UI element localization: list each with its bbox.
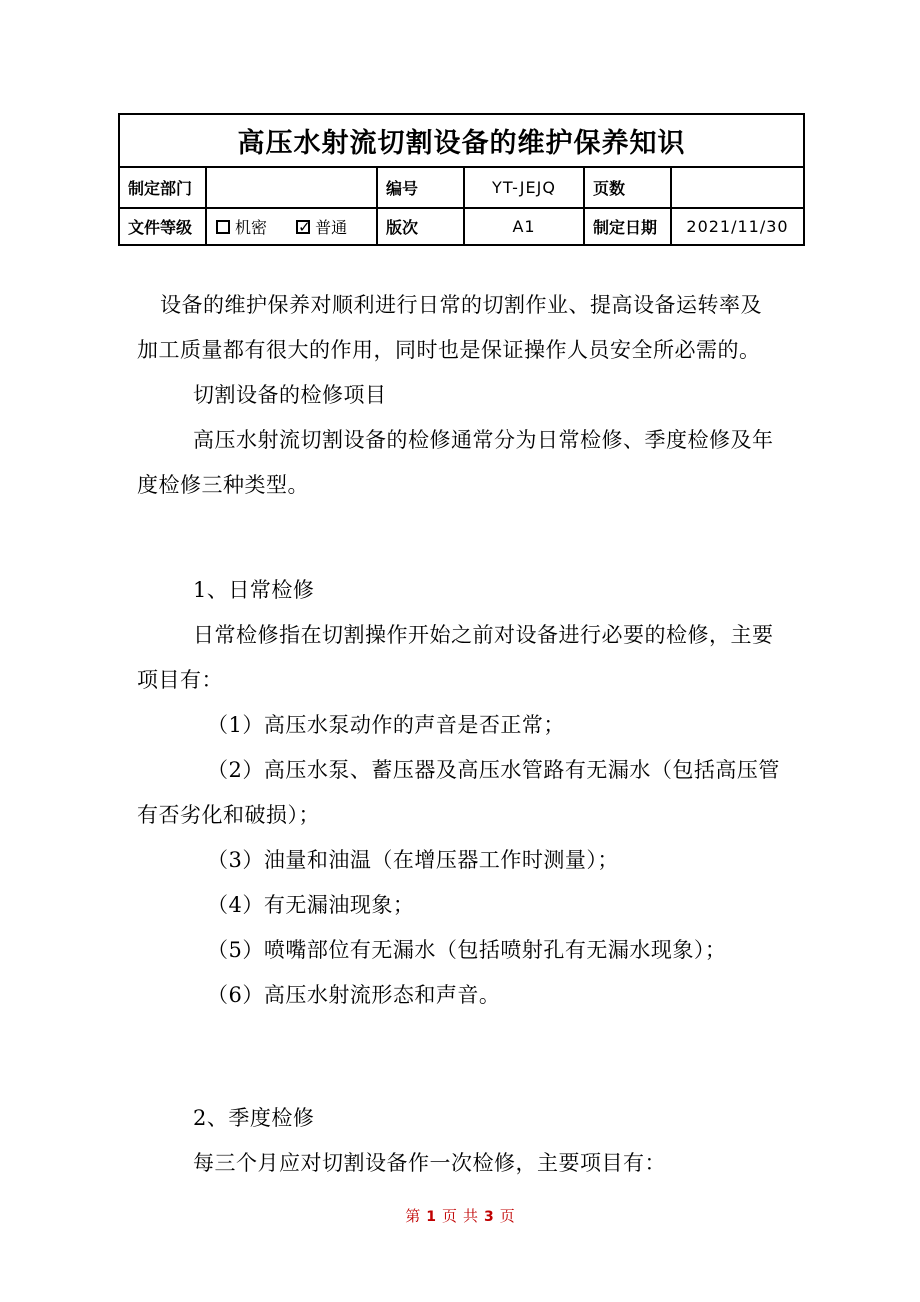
list-item-3: （3）油量和油温（在增压器工作时测量）； xyxy=(207,848,619,872)
document-header-table xyxy=(118,113,805,246)
body-line: 高压水射流切割设备的检修通常分为日常检修、季度检修及年 xyxy=(193,428,774,452)
body-line: 日常检修指在切割操作开始之前对设备进行必要的检修，主要 xyxy=(193,623,774,647)
page-footer xyxy=(0,1205,920,1226)
section-heading-2: 2、季度检修 xyxy=(193,1106,315,1130)
page-count-value-cell xyxy=(671,167,804,208)
list-item-5: （5）喷嘴部位有无漏水（包括喷射孔有无漏水现象）； xyxy=(207,938,727,962)
body-line: 加工质量都有很大的作用，同时也是保证操作人员安全所必需的。 xyxy=(137,338,761,362)
classification-cell xyxy=(206,208,377,245)
list-item-4: （4）有无漏油现象； xyxy=(207,893,415,917)
normal-checkbox-option[interactable] xyxy=(296,215,347,238)
revision-value: A1 xyxy=(464,208,584,245)
list-item-2-continuation: 有否劣化和破损）； xyxy=(137,803,320,827)
doc-number-value: YT-JEJQ xyxy=(464,167,584,208)
checkbox-unchecked-icon[interactable] xyxy=(216,220,230,234)
page-count-label: 页数 xyxy=(584,167,671,208)
current-page-number: 1 xyxy=(426,1209,436,1225)
document-title: 高压水射流切割设备的维护保养知识 xyxy=(119,114,804,167)
file-level-label: 文件等级 xyxy=(119,208,206,245)
confidential-checkbox-option[interactable] xyxy=(216,215,267,238)
doc-number-label: 编号 xyxy=(377,167,464,208)
list-item-1: （1）高压水泵动作的声音是否正常； xyxy=(207,713,565,737)
body-line: 每三个月应对切割设备作一次检修，主要项目有： xyxy=(193,1151,666,1175)
department-value-cell xyxy=(206,167,377,208)
section-heading-1: 1、日常检修 xyxy=(193,578,315,602)
section-subtitle: 切割设备的检修项目 xyxy=(193,383,387,407)
body-line: 设备的维护保养对顺利进行日常的切割作业、提高设备运转率及 xyxy=(160,293,762,317)
footer-text: 页 xyxy=(499,1207,515,1225)
revision-label: 版次 xyxy=(377,208,464,245)
checkbox-checked-icon[interactable] xyxy=(296,220,310,234)
footer-text: 共 xyxy=(463,1207,479,1225)
date-label: 制定日期 xyxy=(584,208,671,245)
body-line: 项目有： xyxy=(137,668,223,692)
list-item-2: （2）高压水泵、蓄压器及高压水管路有无漏水（包括高压管 xyxy=(207,758,780,782)
normal-label: 普通 xyxy=(315,218,348,237)
list-item-6: （6）高压水射流形态和声音。 xyxy=(207,983,501,1007)
document-body xyxy=(137,285,802,1188)
department-label: 制定部门 xyxy=(119,167,206,208)
footer-text: 页 xyxy=(441,1207,457,1225)
body-line: 度检修三种类型。 xyxy=(137,473,309,497)
date-value: 2021/11/30 xyxy=(671,208,804,245)
confidential-label: 机密 xyxy=(235,218,268,237)
total-page-number: 3 xyxy=(484,1209,494,1225)
footer-text: 第 xyxy=(405,1207,421,1225)
